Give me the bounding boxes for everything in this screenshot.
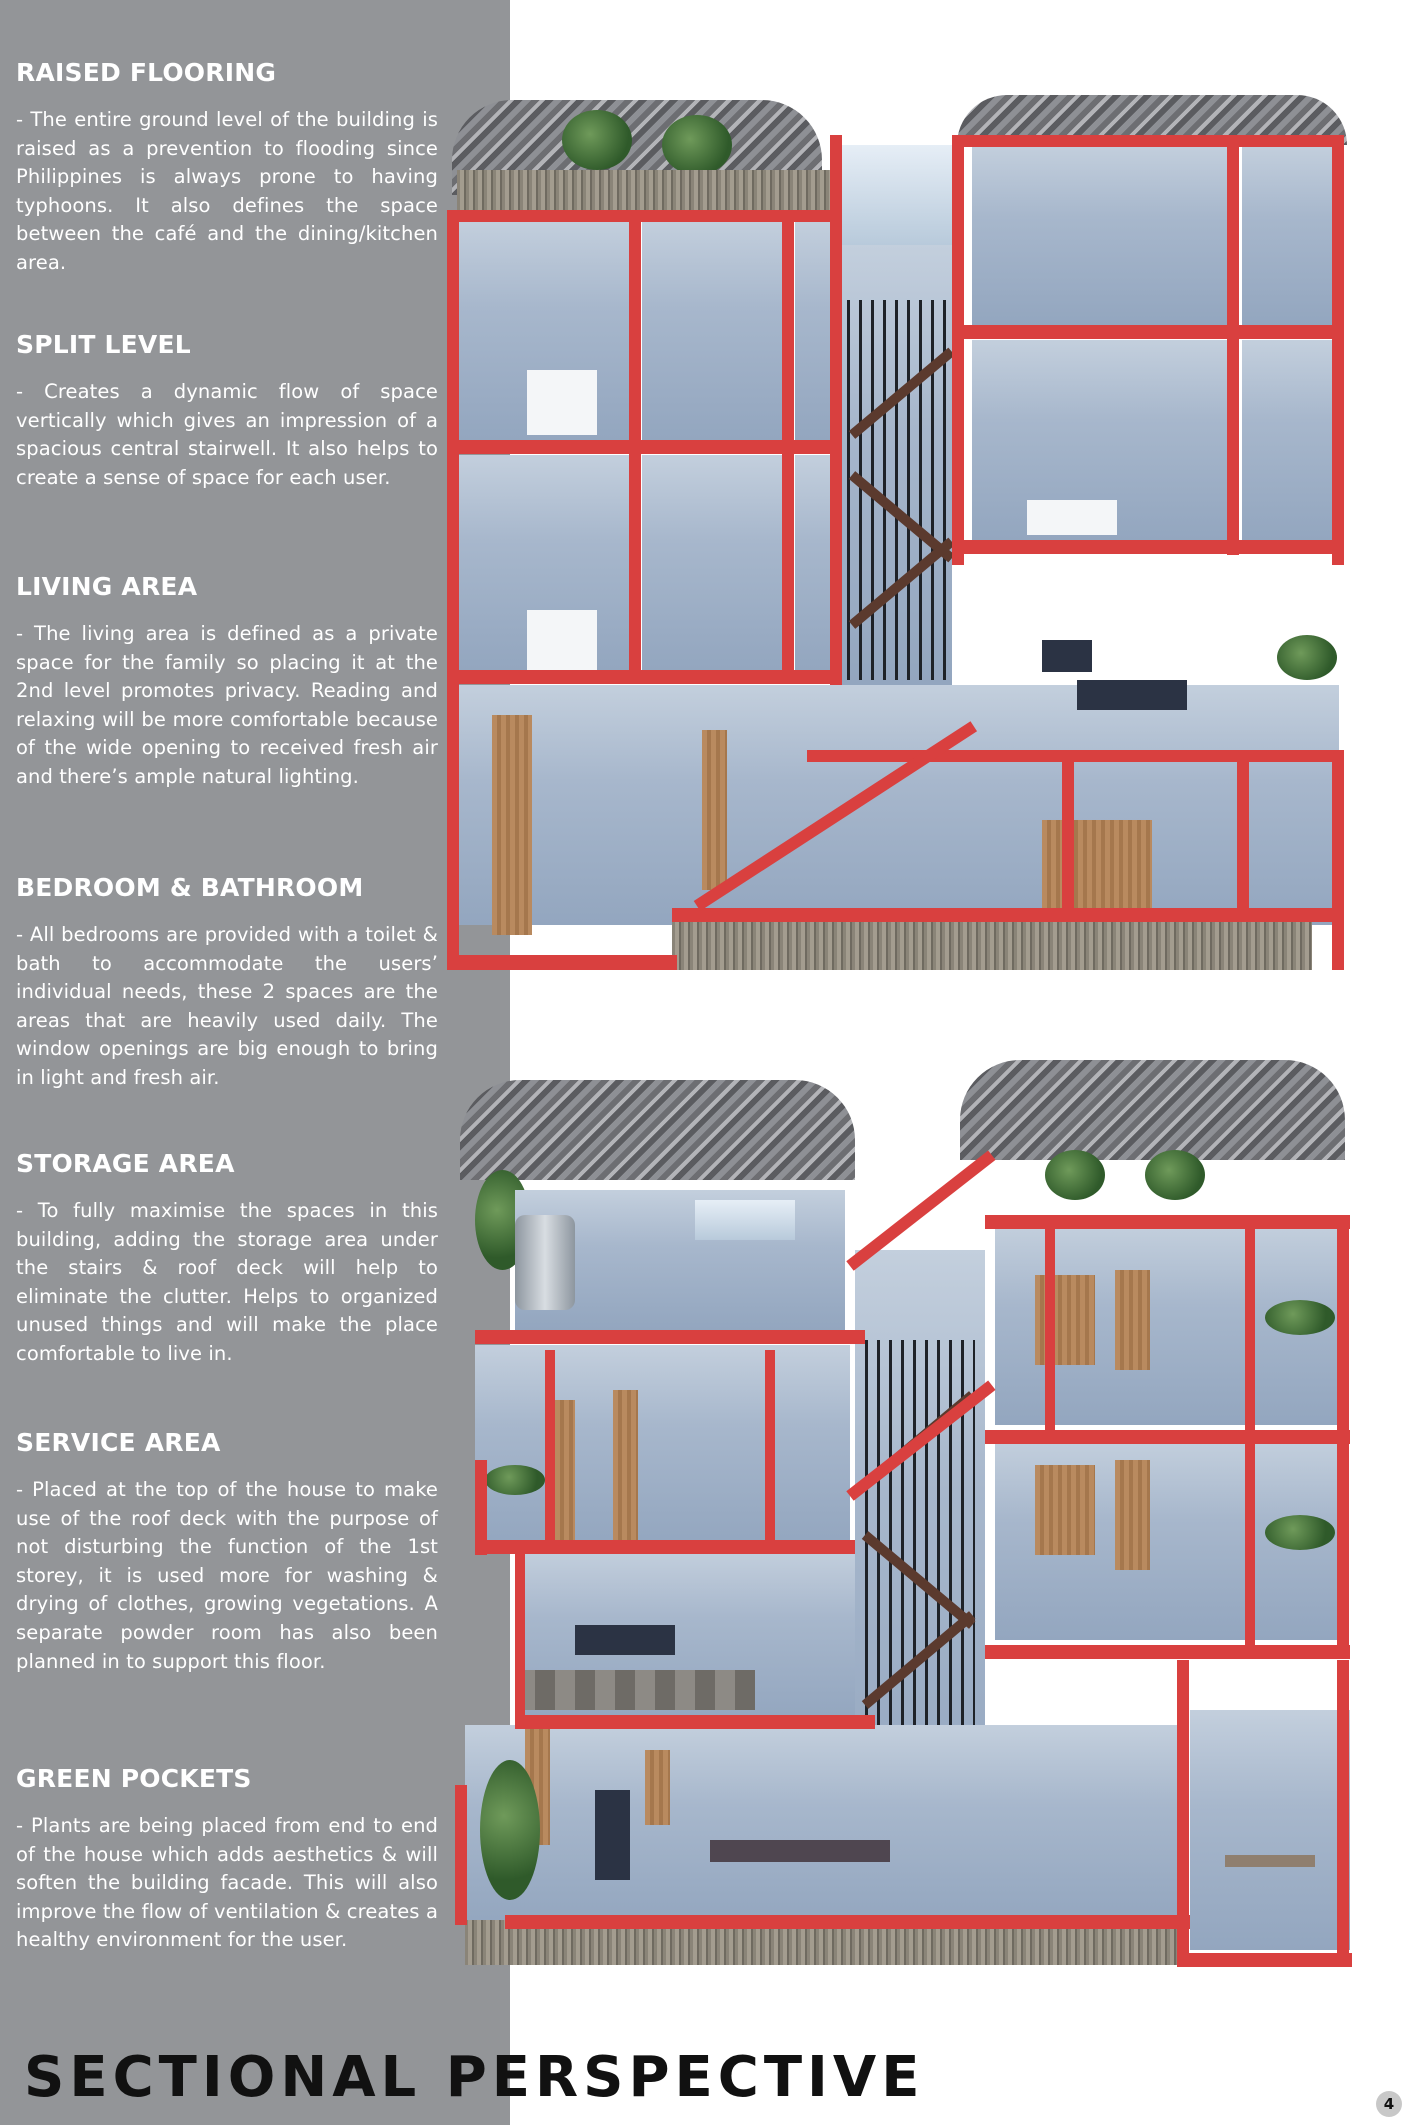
section-raised-flooring [16, 58, 438, 278]
water-tank [515, 1215, 575, 1310]
living-ledge [515, 1670, 755, 1710]
section-cut [807, 750, 1342, 762]
wood-door [702, 730, 727, 890]
bedroom [642, 455, 782, 670]
ground-soil [672, 920, 1312, 970]
plant-icon [485, 1465, 545, 1495]
sectional-perspective-2 [455, 1060, 1355, 1970]
plant-icon [562, 110, 632, 170]
section-storage-area [16, 1149, 438, 1369]
section-cut [1337, 1660, 1349, 1965]
section-cut [985, 1430, 1350, 1444]
section-heading: GREEN POCKETS [16, 1764, 252, 1793]
section-cut [447, 955, 677, 970]
plant-icon [1277, 635, 1337, 680]
section-cut [447, 210, 459, 970]
section-cut [1177, 1660, 1189, 1965]
section-heading: LIVING AREA [16, 572, 198, 601]
plant-icon [662, 115, 732, 175]
section-cut [952, 540, 1342, 554]
section-cut [1332, 750, 1344, 970]
section-cut [952, 135, 964, 565]
section-living-area [16, 572, 438, 792]
kitchen-dining-area [465, 1725, 1185, 1925]
section-cut [952, 325, 1342, 339]
section-bedroom-bathroom [16, 873, 438, 1093]
vanity [527, 370, 597, 435]
section-heading: RAISED FLOORING [16, 58, 277, 87]
section-body: - Creates a dynamic flow of space vertically which gives an impression of a spacious central stairwell. It also helps to create a sense of space for each user. [16, 380, 438, 489]
section-cut [985, 1215, 1350, 1229]
bathroom [1242, 340, 1332, 540]
sectional-perspective-1 [447, 100, 1347, 970]
section-cut [830, 135, 842, 685]
section-green-pockets [16, 1764, 438, 1955]
section-split-level [16, 330, 438, 492]
skylight [842, 145, 952, 245]
section-body: - To fully maximise the spaces in this building, adding the storage area under the stairs & roof deck will help to eliminate the clutter. Helps to organized unused things and will make the place comfortable to live in. [16, 1199, 438, 1365]
sofa [1077, 680, 1187, 710]
section-heading: BEDROOM & BATHROOM [16, 873, 364, 902]
bedroom [642, 220, 782, 440]
bedroom [475, 1345, 850, 1545]
section-body: - Plants are being placed from end to end of the house which adds aesthetics & will soften the building facade. This will also improve the flow of ventilation & creates a healthy environment for the user. [16, 1814, 438, 1952]
laundry-room [972, 145, 1227, 325]
section-body: - Placed at the top of the house to make use of the roof deck with the purpose of not disturbing the function of the 1st storey, it is used more for washing & drying of clothes, growing vegetations. A separate powder room has also been planned in to support this floor. [16, 1478, 438, 1673]
section-service-area [16, 1428, 438, 1676]
kitchen-counter [1042, 820, 1152, 910]
section-heading: SERVICE AREA [16, 1428, 221, 1457]
wood-door [1115, 1460, 1150, 1570]
section-cut [1177, 1953, 1352, 1967]
tv [1042, 640, 1092, 672]
wood-door [555, 1400, 575, 1540]
section-cut [1332, 135, 1344, 565]
section-cut [1045, 1225, 1055, 1435]
page-number-badge: 4 [1376, 2091, 1402, 2117]
section-cut [505, 1915, 1190, 1929]
wood-door [645, 1750, 670, 1825]
plant-icon [1045, 1150, 1105, 1200]
wardrobe [1035, 1275, 1095, 1365]
refrigerator [595, 1790, 630, 1880]
section-cut [1337, 1215, 1349, 1655]
section-cut [629, 210, 641, 680]
wood-door [613, 1390, 638, 1540]
vanity [527, 610, 597, 670]
plant-icon [1145, 1150, 1205, 1200]
section-cut [782, 210, 794, 680]
sofa [575, 1625, 675, 1655]
section-heading: SPLIT LEVEL [16, 330, 191, 359]
section-cut [475, 1460, 487, 1555]
wardrobe [1035, 1465, 1095, 1555]
section-cut [1062, 760, 1074, 920]
section-cut [545, 1350, 555, 1545]
living-dining-area [459, 685, 1339, 925]
section-body: - The living area is defined as a private space for the family so placing it at the 2nd level promotes privacy. Reading and relaxing will be more comfortable because of the wide opening to received fresh air and there’s ample natural lighting. [16, 622, 438, 788]
section-cut [1227, 135, 1239, 555]
section-heading: STORAGE AREA [16, 1149, 235, 1178]
dining-table [710, 1840, 890, 1862]
wood-screen [492, 715, 532, 935]
section-body: - All bedrooms are provided with a toilet & bath to accommodate the users’ individual needs, these 2 spaces are the areas that are heavily used daily. The window openings are big enough to bring in light and fresh air. [16, 923, 438, 1089]
section-cut [1237, 750, 1249, 920]
roof-screen [960, 1060, 1345, 1160]
section-cut [515, 1550, 525, 1720]
bed [1027, 500, 1117, 535]
plant-icon [480, 1760, 540, 1900]
wood-door [1115, 1270, 1150, 1370]
section-cut [455, 1785, 467, 1925]
page-title: SECTIONAL PERSPECTIVE [24, 2045, 925, 2110]
section-cut [1245, 1225, 1255, 1645]
section-cut [985, 1645, 1350, 1659]
plant-icon [1265, 1300, 1335, 1335]
section-cut [952, 135, 1342, 147]
window [695, 1200, 795, 1240]
roof-planter [457, 170, 832, 210]
section-cut [765, 1350, 775, 1545]
plant-icon [1265, 1515, 1335, 1550]
section-cut [672, 908, 1344, 922]
cafe-area [1190, 1710, 1350, 1950]
corridor [795, 220, 830, 440]
section-cut [515, 1715, 875, 1729]
corridor [795, 455, 830, 670]
section-cut [475, 1540, 855, 1554]
powder-room [1242, 145, 1332, 325]
cafe-table [1225, 1855, 1315, 1867]
section-body: - The entire ground level of the building is raised as a prevention to flooding since Philippines is always prone to having typhoons. It also defines the space between the café and the dining/kitchen area. [16, 108, 438, 274]
section-cut [475, 1330, 865, 1344]
roof-screen [460, 1080, 855, 1180]
